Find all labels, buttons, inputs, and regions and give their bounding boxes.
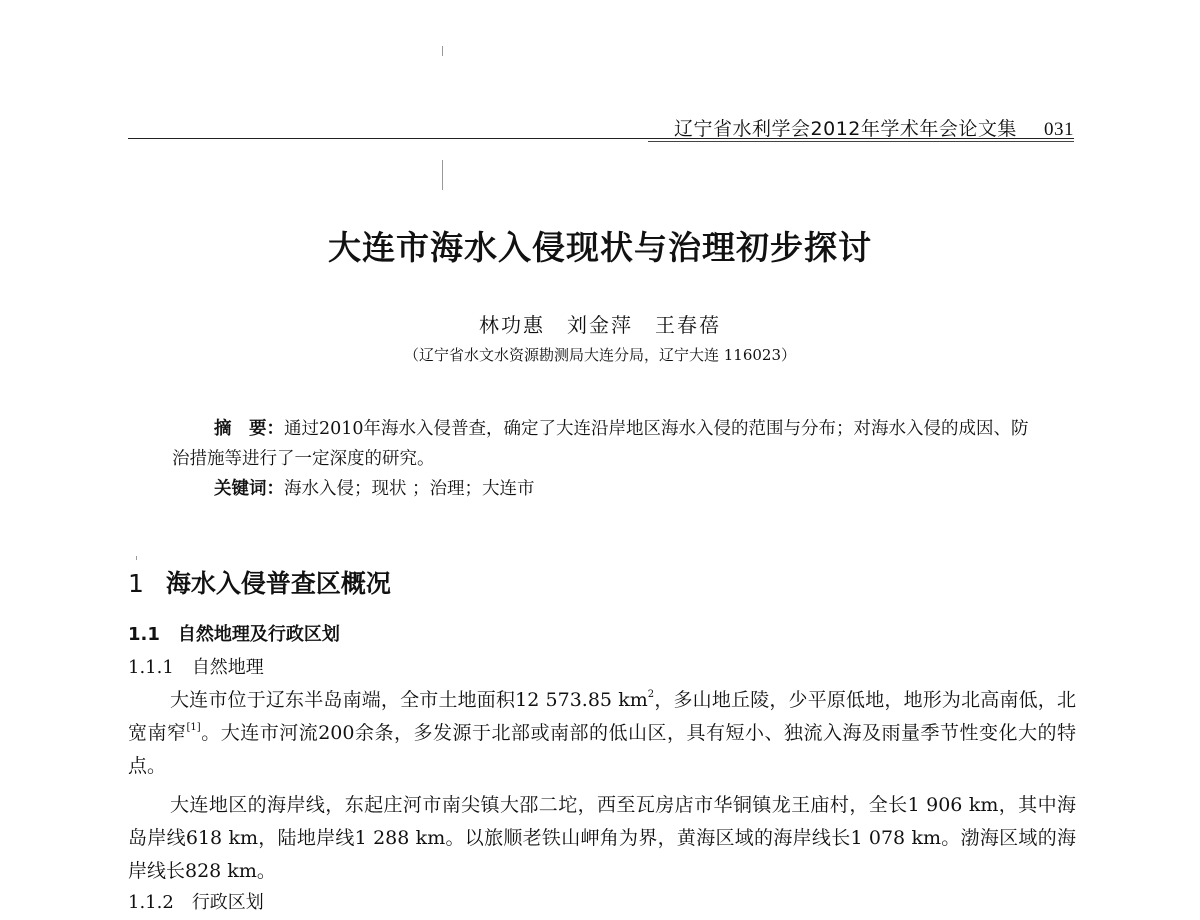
- abstract-label: 摘 要：: [214, 419, 284, 439]
- section-number: 1: [128, 569, 144, 598]
- abstract-block: [172, 414, 1036, 504]
- keywords-paragraph: [172, 474, 1036, 504]
- subsubsection-number: 1.1.1: [128, 657, 174, 678]
- paragraph-text: 。大连市河流200余条，多发源于北部或南部的低山区，具有短小、独流入海及雨量季节性变化大的特点。: [128, 722, 1076, 777]
- running-header: [674, 114, 1074, 141]
- section-title: 海水入侵普查区概况: [165, 569, 391, 598]
- abstract-paragraph: [172, 414, 1036, 474]
- author-list: 林功惠 刘金萍 王春蓓: [479, 313, 721, 337]
- section-heading: [128, 564, 391, 600]
- paragraph-text: ，多山地丘陵，少平原低地，地形为北高南低，北宽南窄: [128, 689, 1076, 744]
- paragraph-text: 大连市位于辽东半岛南端，全市土地面积12 573.85 km: [170, 689, 648, 711]
- subsection-number: 1.1: [128, 624, 160, 645]
- superscript-unit: 2: [647, 689, 655, 700]
- body-paragraph: [128, 684, 1076, 783]
- body-paragraph: 大连地区的海岸线，东起庄河市南尖镇大邵二坨，西至瓦房店市华铜镇龙王庙村，全长1 906 km，其中海岛岸线618 km，陆地岸线1 288 km。以旅顺老铁山岬角为界，黄海区域的海岸线长1 078 km。渤海区域的海岸线长828 km。: [128, 794, 1076, 882]
- subsection-title: 自然地理及行政区划: [177, 624, 340, 645]
- header-rule: [128, 138, 1074, 139]
- paper-title: 大连市海水入侵现状与治理初步探讨: [328, 228, 872, 267]
- subsubsection-title: 自然地理: [191, 657, 264, 678]
- page-number: 031: [1044, 119, 1074, 140]
- header-rule-secondary: [648, 141, 1074, 142]
- journal-name: 辽宁省水利学会2012年学术年会论文集: [674, 118, 1017, 140]
- scan-speck: [136, 556, 137, 560]
- scan-speck: [442, 160, 443, 190]
- keywords-label: 关键词：: [214, 479, 284, 499]
- abstract-text: 通过2010年海水入侵普查，确定了大连沿岸地区海水入侵的范围与分布；对海水入侵的成因、防治措施等进行了一定深度的研究。: [172, 419, 1029, 469]
- subsection-heading: [128, 620, 340, 646]
- subsubsection-title: 行政区划: [191, 892, 264, 913]
- subsubsection-heading: [128, 653, 264, 679]
- citation-reference: [1]: [186, 722, 201, 733]
- author-affiliation: （辽宁省水文水资源勘测局大连分局，辽宁大连 116023）: [403, 346, 797, 364]
- keywords-text: 海水入侵；现状 ；治理；大连市: [284, 479, 535, 499]
- subsubsection-number: 1.1.2: [128, 892, 174, 913]
- subsubsection-heading: [128, 888, 264, 914]
- body-text: [128, 684, 1076, 888]
- scan-speck: [442, 46, 443, 56]
